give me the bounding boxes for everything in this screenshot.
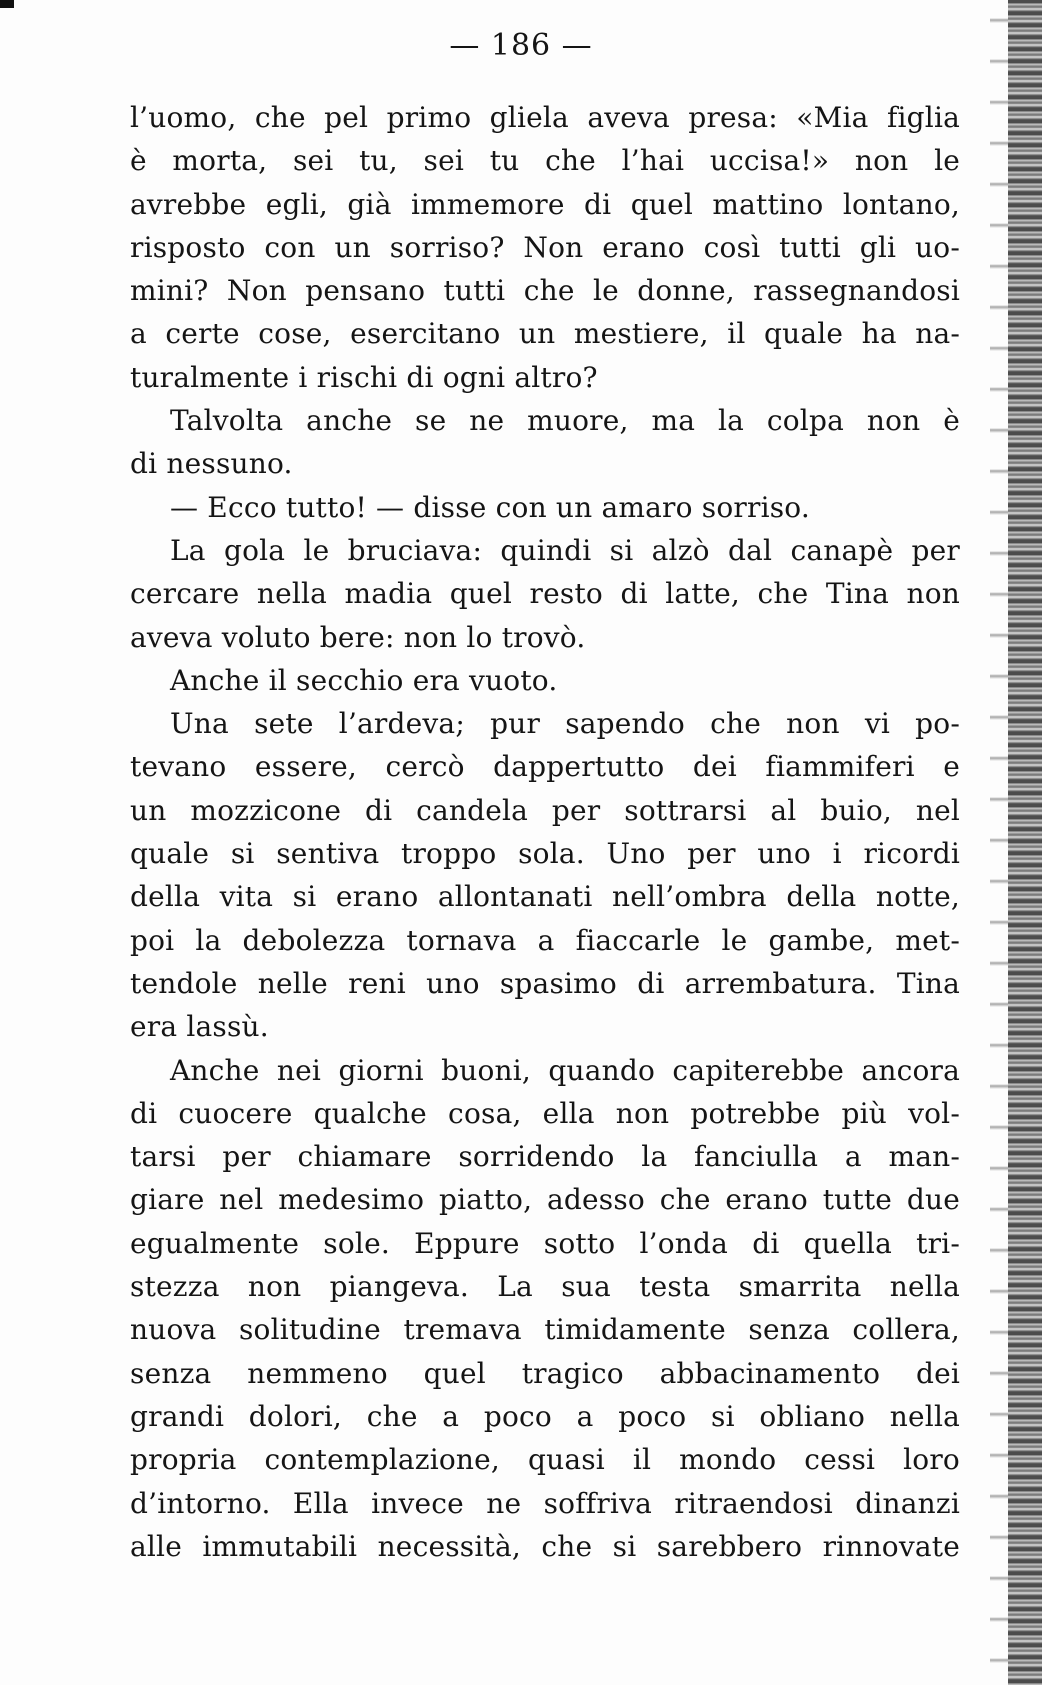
text-line: Una sete l’ardeva; pur sapendo che non vi po-	[170, 707, 960, 741]
text-line: tendole nelle reni uno spasimo di arrembatura. Tina	[130, 966, 960, 1000]
text-line: della vita si erano allontanati nell’ombra della notte,	[130, 880, 960, 914]
text-line: La gola le bruciava: quindi si alzò dal canapè per	[170, 533, 960, 567]
text-line: Anche nei giorni buoni, quando capiterebbe ancora	[170, 1053, 960, 1087]
text-line: mini? Non pensano tutti che le donne, rassegnandosi	[130, 274, 960, 308]
text-line: aveva voluto bere: non lo trovò.	[130, 620, 586, 654]
text-line: cercare nella madia quel resto di latte, che Tina non	[130, 577, 960, 611]
text-line: turalmente i rischi di ogni altro?	[130, 360, 598, 394]
text-line: era lassù.	[130, 1010, 269, 1044]
text-line: propria contemplazione, quasi il mondo cessi loro	[130, 1443, 960, 1477]
text-line: Anche il secchio era vuoto.	[170, 663, 558, 697]
text-line: egualmente sole. Eppure sotto l’onda di quella tri-	[130, 1226, 960, 1260]
text-line: giare nel medesimo piatto, adesso che erano tutte due	[130, 1183, 960, 1217]
page-number: — 186 —	[449, 28, 593, 63]
text-line: quale si sentiva troppo sola. Uno per uno i ricordi	[130, 837, 960, 871]
text-line: risposto con un sorriso? Non erano così tutti gli uo-	[130, 230, 960, 264]
text-line: nuova solitudine tremava timidamente senza collera,	[130, 1313, 960, 1347]
text-line: di cuocere qualche cosa, ella non potrebbe più vol-	[130, 1096, 960, 1130]
page-edge-scan-artifact	[1008, 0, 1042, 1685]
text-line: — Ecco tutto! — disse con un amaro sorriso.	[170, 490, 810, 524]
text-line: senza nemmeno quel tragico abbacinamento dei	[130, 1356, 960, 1390]
body-text	[130, 96, 960, 1568]
scan-corner-mark	[0, 0, 14, 8]
text-line: è morta, sei tu, sei tu che l’hai uccisa!» non le	[130, 144, 960, 178]
page-edge-shadow	[990, 0, 1008, 1685]
text-line: alle immutabili necessità, che si sarebbero rinnovate	[130, 1529, 960, 1563]
text-line: tevano essere, cercò dappertutto dei fiammiferi e	[130, 750, 960, 784]
text-line: di nessuno.	[130, 447, 293, 481]
text-line: Talvolta anche se ne muore, ma la colpa non è	[170, 404, 960, 438]
text-line: grandi dolori, che a poco a poco si obliano nella	[130, 1399, 960, 1433]
text-line: poi la debolezza tornava a fiaccarle le gambe, met-	[130, 923, 960, 957]
text-line: a certe cose, esercitano un mestiere, il quale ha na-	[130, 317, 960, 351]
text-line: un mozzicone di candela per sottrarsi al buio, nel	[130, 793, 960, 827]
text-line: avrebbe egli, già immemore di quel mattino lontano,	[130, 187, 960, 221]
text-line: d’intorno. Ella invece ne soffriva ritraendosi dinanzi	[130, 1486, 960, 1520]
text-line: l’uomo, che pel primo gliela aveva presa: «Mia figlia	[130, 101, 960, 134]
text-line: stezza non piangeva. La sua testa smarrita nella	[130, 1270, 960, 1304]
text-line: tarsi per chiamare sorridendo la fanciulla a man-	[130, 1140, 960, 1174]
